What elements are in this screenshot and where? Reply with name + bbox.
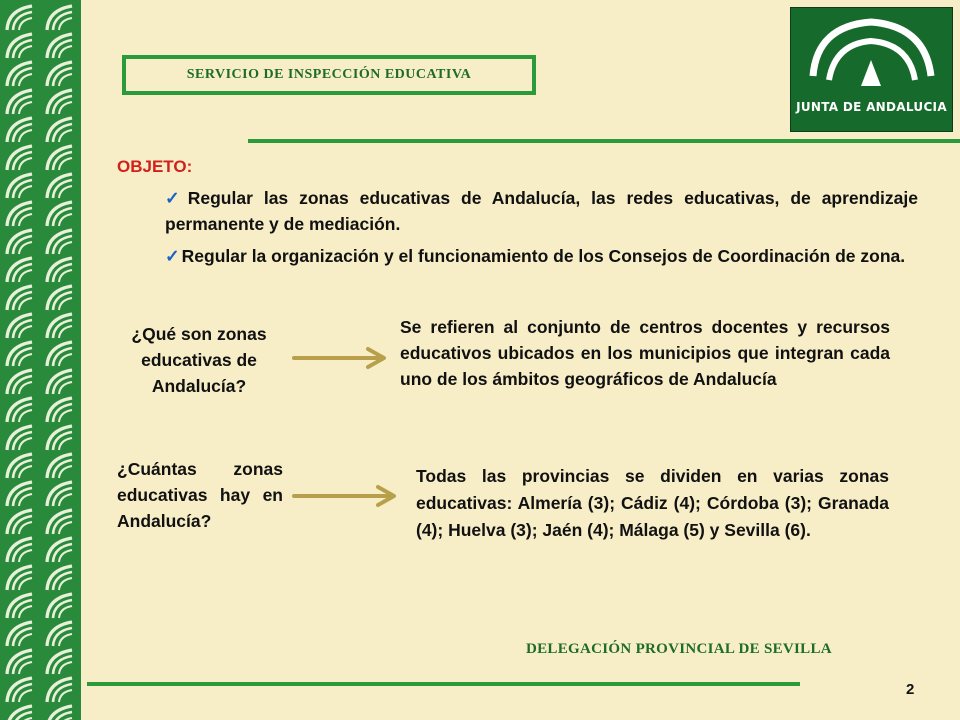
header-box [122,55,536,95]
header-title: SERVICIO DE INSPECCIÓN EDUCATIVA [186,67,472,82]
checkmark-icon: ✓ [165,188,186,208]
emblem-pattern-icon [47,566,72,590]
emblem-pattern-icon [7,202,32,226]
emblem-pattern-icon [7,146,32,170]
right-arrow-icon [292,484,402,508]
emblem-pattern-icon [47,174,72,198]
objeto-title: OBJETO: [117,157,193,176]
emblem-pattern-icon [7,706,32,720]
emblem-pattern-icon [47,678,72,702]
footer-delegacion: DELEGACIÓN PROVINCIAL DE SEVILLA [526,641,832,657]
junta-andalucia-logo [790,7,953,132]
emblem-pattern-icon [7,650,32,674]
page-number: 2 [906,681,915,698]
question-zonas: ¿Qué son zonas educativas de Andalucía? [131,324,267,396]
objeto-bullet-text: Regular la organización y el funcionamiento de los Consejos de Coordinación de zona. [181,246,906,266]
emblem-pattern-icon [47,286,72,310]
emblem-pattern-icon [47,482,72,506]
right-arrow-icon [292,346,390,370]
objeto-bullet-text: Regular las zonas educativas de Andalucía, las redes educativas, de aprendizaje permanente y de mediación. [165,188,918,234]
emblem-pattern-icon [47,370,72,394]
emblem-pattern-icon [7,370,32,394]
emblem-pattern-icon [7,6,32,30]
emblem-pattern-icon [47,6,72,30]
emblem-pattern-icon [47,202,72,226]
emblem-pattern-icon [7,174,32,198]
decorative-sidebar [0,0,81,720]
emblem-pattern-icon [7,314,32,338]
emblem-pattern-icon [47,90,72,114]
emblem-pattern-icon [47,342,72,366]
emblem-pattern-icon [47,426,72,450]
emblem-pattern-icon [7,426,32,450]
emblem-pattern-icon [7,286,32,310]
top-divider [248,139,960,143]
question-cuantas: ¿Cuántas zonas educativas hay en Andalucía? [117,459,283,531]
emblem-pattern-icon [47,510,72,534]
bottom-divider [87,682,800,686]
emblem-pattern-icon [47,622,72,646]
emblem-pattern-icon [47,706,72,720]
emblem-pattern-icon [7,454,32,478]
emblem-pattern-icon [7,538,32,562]
emblem-pattern-icon [47,62,72,86]
objeto-bullet [165,243,918,269]
emblem-pattern-icon [7,566,32,590]
emblem-pattern-icon [7,90,32,114]
emblem-pattern-icon [47,118,72,142]
emblem-pattern-icon [47,230,72,254]
emblem-pattern-icon [7,678,32,702]
objeto-bullet [165,185,918,237]
emblem-pattern-icon [7,230,32,254]
emblem-pattern-icon [7,258,32,282]
emblem-pattern-icon [47,398,72,422]
emblem-pattern-icon [7,62,32,86]
emblem-pattern-icon [7,510,32,534]
emblem-pattern-icon [7,118,32,142]
checkmark-icon: ✓ [165,246,180,266]
emblem-pattern-icon [47,34,72,58]
emblem-pattern-icon [0,0,81,720]
emblem-pattern-icon [7,342,32,366]
emblem-pattern-icon [7,398,32,422]
emblem-pattern-icon [7,594,32,618]
emblem-pattern-icon [47,314,72,338]
emblem-pattern-icon [47,454,72,478]
emblem-pattern-icon [47,594,72,618]
answer-cuantas: Todas las provincias se dividen en varias zonas educativas: Almería (3); Cádiz (4); Córdoba (3); Granada (4); Huelva (3); Jaén (4); Málaga (5) y Sevilla (6). [416,466,889,540]
emblem-pattern-icon [47,650,72,674]
emblem-pattern-icon [47,538,72,562]
emblem-pattern-icon [47,258,72,282]
answer-zonas: Se refieren al conjunto de centros docentes y recursos educativos ubicados en los municipios que integran cada uno de los ámbitos geográficos de Andalucía [400,317,890,389]
emblem-pattern-icon [47,146,72,170]
emblem-pattern-icon [7,482,32,506]
emblem-pattern-icon [7,622,32,646]
emblem-pattern-icon [7,34,32,58]
logo-text: JUNTA DE ANDALUCIA [796,100,947,114]
